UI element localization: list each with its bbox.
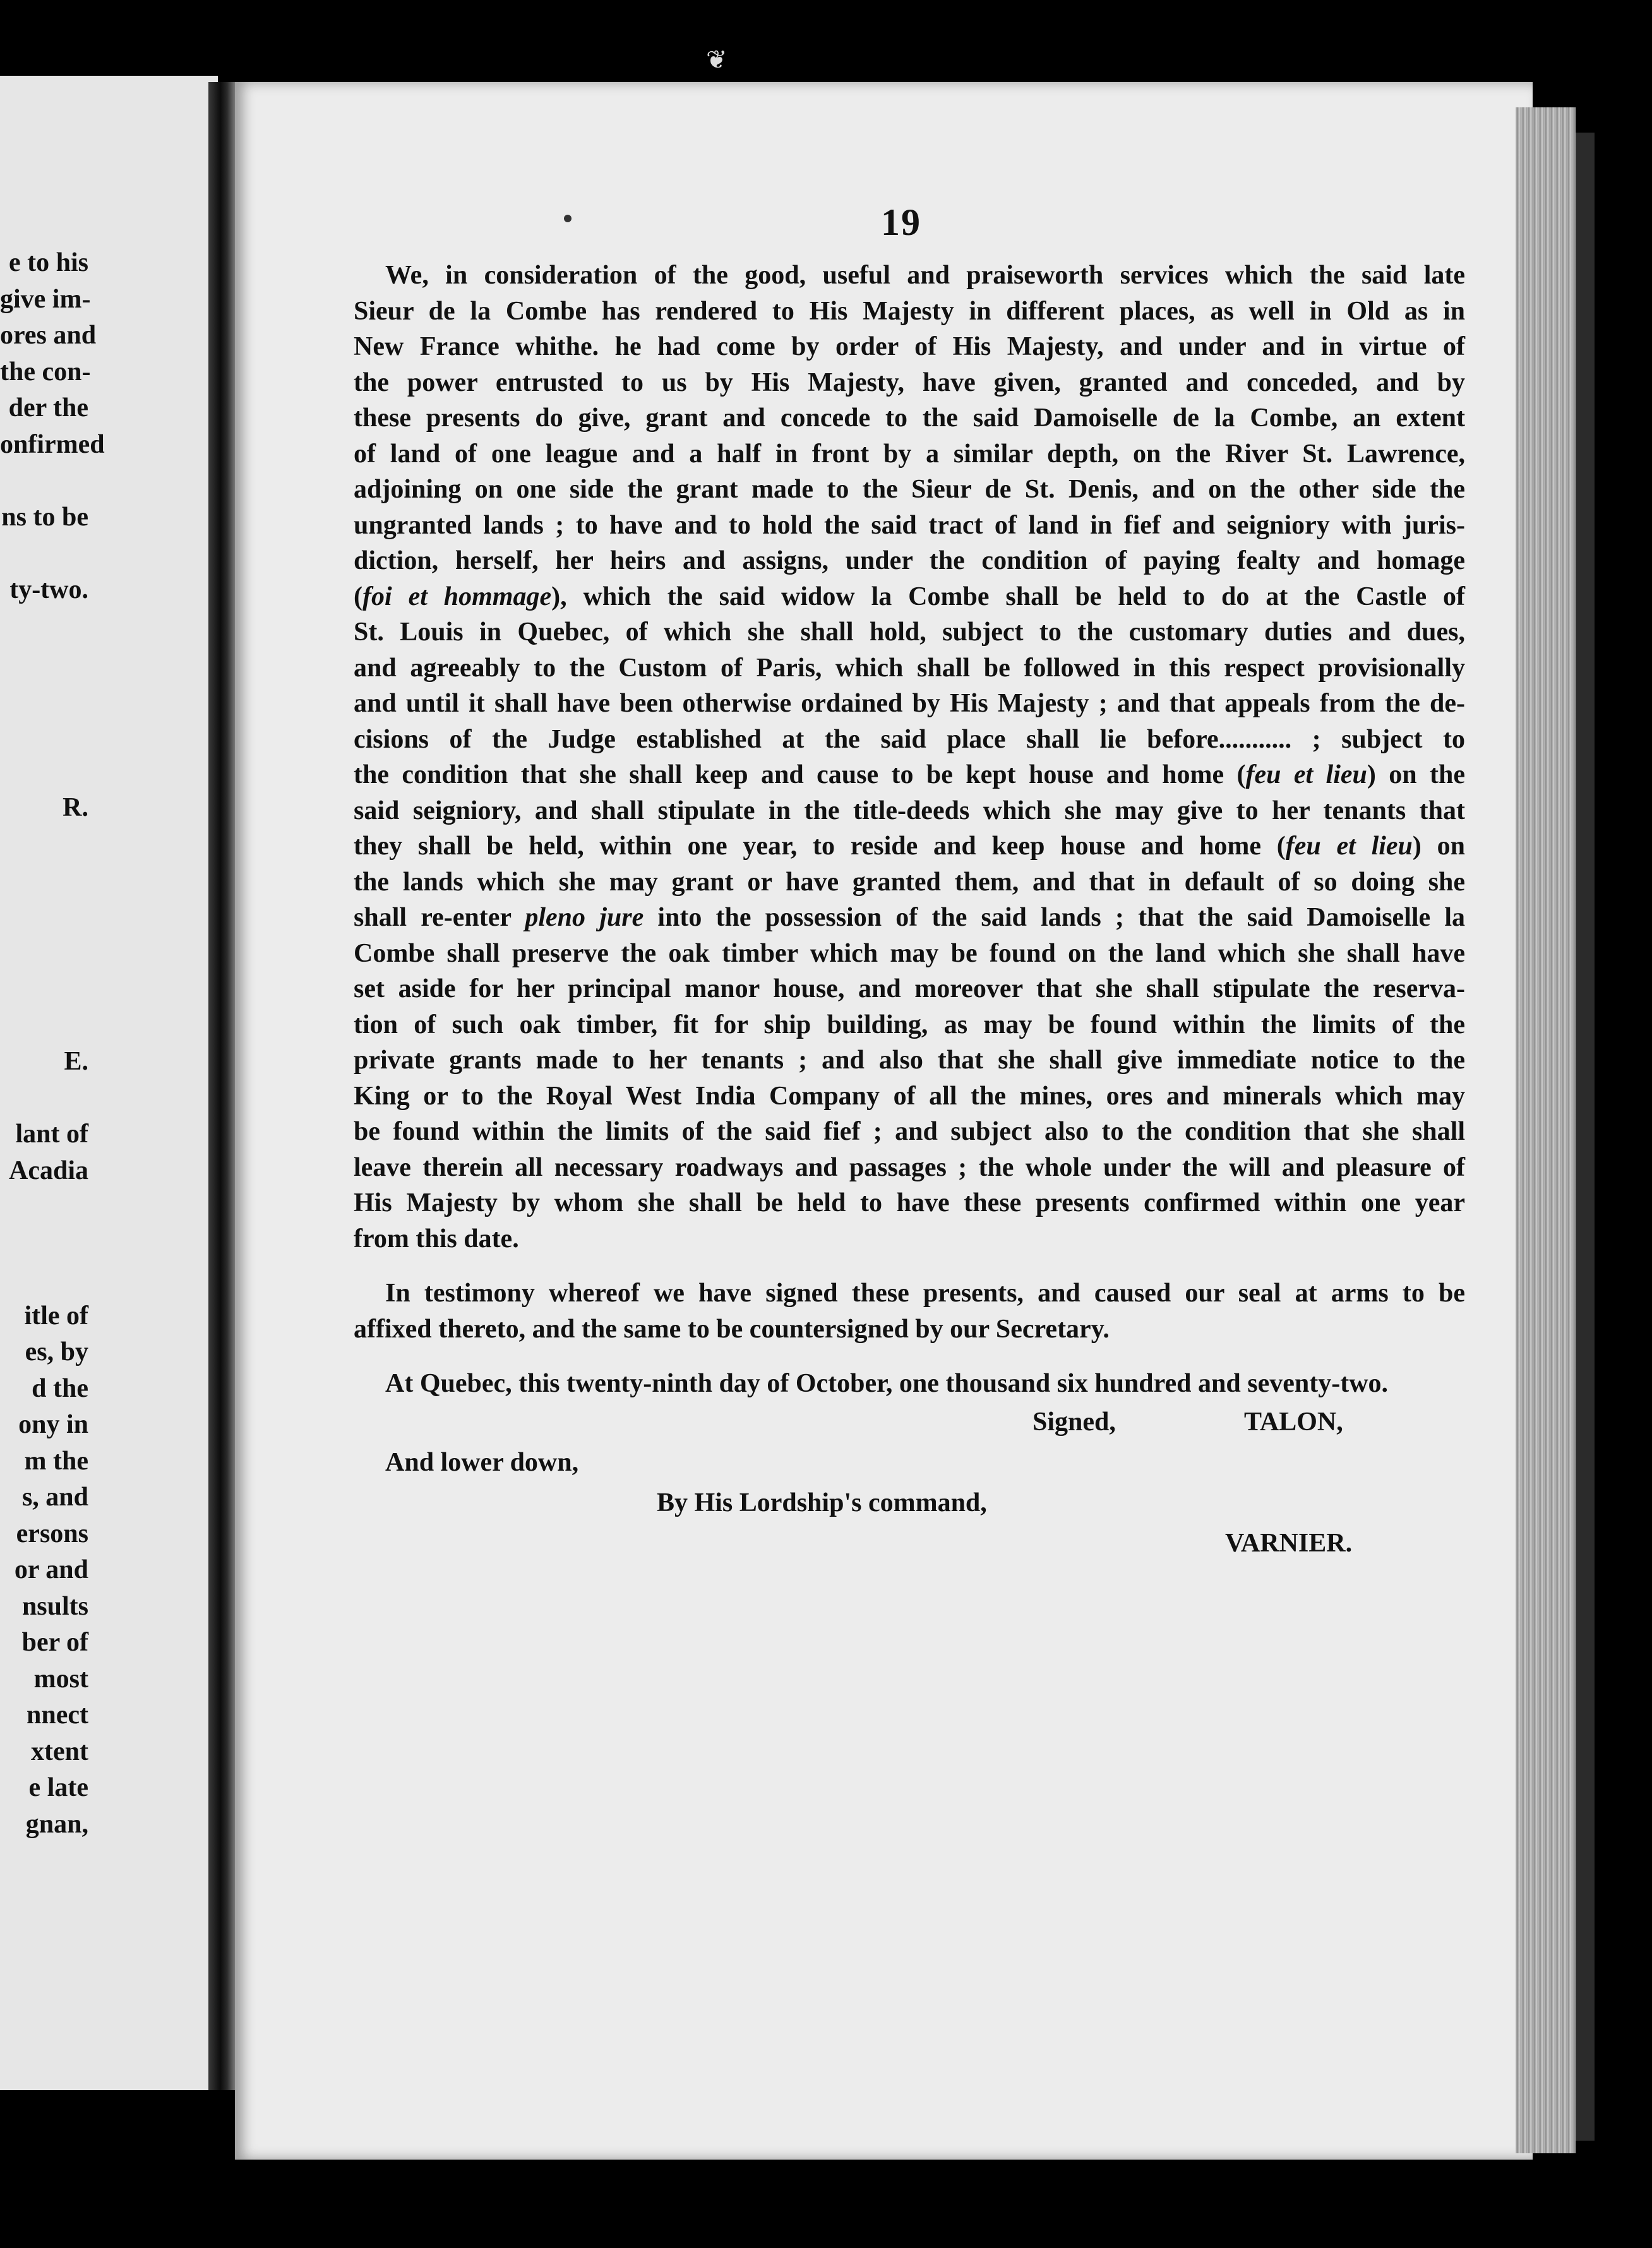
text-line: His Majesty by whom she shall be held to have these presents confirmed within one year (354, 1188, 1465, 1217)
signed-label: Signed, (1032, 1407, 1116, 1437)
facing-page-line: onfirmed (0, 429, 105, 459)
facing-page-line: ores and (0, 321, 97, 350)
text-line: the condition that she shall keep and cause to be kept house and home (feu et lieu) on the (354, 760, 1465, 789)
book-gutter (208, 82, 235, 2090)
facing-page-line: m the (24, 1446, 88, 1476)
facing-page-line: xtent (31, 1737, 88, 1766)
page-edges (1516, 107, 1576, 2153)
secretary-name: VARNIER. (1225, 1528, 1353, 1558)
text-line: Sieur de la Combe has rendered to His Majesty in different places, as well in Old as in (354, 296, 1465, 326)
facing-page-line: d the (32, 1373, 88, 1403)
facing-page-line: the con- (0, 357, 91, 386)
text-line: of land of one league and a half in front by a similar depth, on the River St. Lawrence, (354, 439, 1465, 469)
text-line: these presents do give, grant and concede to the said Damoiselle de la Combe, an extent (354, 404, 1465, 433)
grant-paragraph (354, 258, 1465, 1257)
facing-page-line: ty-two. (9, 575, 88, 604)
stray-mark (564, 215, 572, 222)
text-line: Combe shall preserve the oak timber which may be found on the land which she shall have (354, 938, 1465, 968)
text-line: adjoining on one side the grant made to the Sieur de St. Denis, and on the other side the (354, 475, 1465, 504)
facing-page-line: der the (8, 393, 88, 422)
facing-page-line: ber of (21, 1628, 88, 1657)
facing-page-line: lant of (15, 1120, 88, 1149)
facing-page-line: R. (63, 792, 88, 822)
signer-name: TALON, (1244, 1407, 1343, 1437)
facing-page-line: or and (14, 1555, 88, 1584)
text-line: In testimony whereof we have signed these presents, and caused our seal at arms to be (385, 1279, 1465, 1308)
date-paragraph (354, 1366, 1465, 1402)
text-line: the lands which she may grant or have granted them, and that in default of so doing she (354, 867, 1465, 897)
text-line: private grants made to her tenants ; and also that she shall give immediate notice to the (354, 1046, 1465, 1075)
text-line: they shall be held, within one year, to reside and keep house and home (feu et lieu) on (354, 832, 1465, 861)
text-line: the power entrusted to us by His Majesty, have given, granted and conceded, and by (354, 368, 1465, 397)
text-line: leave therein all necessary roadways and passages ; the whole under the will and pleasure of (354, 1152, 1465, 1182)
signed-row (354, 1402, 1465, 1442)
text-line: tion of such oak timber, fit for ship building, as may be found within the limits of the (354, 1010, 1465, 1039)
main-text (354, 258, 1465, 1563)
text-line: St. Louis in Quebec, of which she shall hold, subject to the customary duties and dues, (354, 618, 1465, 647)
text-line: affixed thereto, and the same to be countersigned by our Secretary. (354, 1314, 1110, 1344)
text-line: At Quebec, this twenty-ninth day of October, one thousand six hundred and seventy-two. (385, 1369, 1389, 1398)
facing-page-line: most (33, 1664, 88, 1694)
facing-page-line: nnect (27, 1701, 88, 1730)
facing-page-line: s, and (21, 1483, 88, 1512)
facing-page-line: ersons (16, 1519, 88, 1548)
facing-page-line: e late (28, 1773, 88, 1802)
facing-page-line: gnan, (25, 1809, 88, 1839)
command-label: By His Lordship's command, (657, 1488, 987, 1517)
facing-page-line: Acadia (9, 1156, 88, 1185)
text-line: diction, herself, her heirs and assigns, under the condition of paying fealty and homage (354, 546, 1465, 575)
text-line: set aside for her principal manor house, and moreover that she shall stipulate the reserva- (354, 974, 1465, 1003)
top-ornament-icon: ❦ (706, 45, 727, 74)
text-line: from this date. (354, 1224, 519, 1253)
text-line: shall re-enter pleno jure into the possession of the said lands ; that the said Damoiselle la (354, 903, 1466, 932)
text-line: (foi et hommage), which the said widow la Combe shall be held to do at the Castle of (354, 582, 1465, 611)
lower-down-label: And lower down, (385, 1447, 579, 1477)
text-line: ungranted lands ; to have and to hold the said tract of land in fief and seigniory with juris- (354, 510, 1465, 540)
facing-page-line: nsults (21, 1591, 88, 1621)
facing-page-line: es, by (25, 1337, 88, 1366)
text-line: We, in consideration of the good, useful and praiseworth services which the said late (385, 261, 1465, 290)
text-line: King or to the Royal West India Company of all the mines, ores and minerals which may (354, 1081, 1465, 1111)
facing-page-line: ns to be (1, 502, 88, 532)
command-row (354, 1483, 1465, 1523)
text-line: and agreeably to the Custom of Paris, which shall be followed in this respect provisionally (354, 653, 1465, 683)
facing-page-line: E. (64, 1047, 88, 1076)
facing-page-line: ony in (18, 1410, 88, 1439)
facing-page-line: itle of (24, 1301, 88, 1330)
facing-page-line: give im- (0, 284, 91, 314)
text-line: New France whithe. he had come by order of His Majesty, and under and in virtue of (354, 332, 1465, 361)
lower-down-row (354, 1442, 1465, 1483)
facing-page-line: e to his (9, 248, 88, 277)
page-edge-shadow (1576, 133, 1595, 2141)
page-number: 19 (881, 201, 921, 243)
text-line: cisions of the Judge established at the said place shall lie before........... ; subject to (354, 724, 1465, 754)
secretary-row (354, 1523, 1465, 1563)
text-line: said seigniory, and shall stipulate in the title-deeds which she may give to her tenants that (354, 796, 1465, 825)
text-line: be found within the limits of the said fief ; and subject also to the condition that she shall (354, 1117, 1465, 1146)
facing-page-fragment (0, 76, 218, 2090)
testimony-paragraph (354, 1276, 1465, 1347)
text-line: and until it shall have been otherwise ordained by His Majesty ; and that appeals from the de- (354, 689, 1465, 718)
